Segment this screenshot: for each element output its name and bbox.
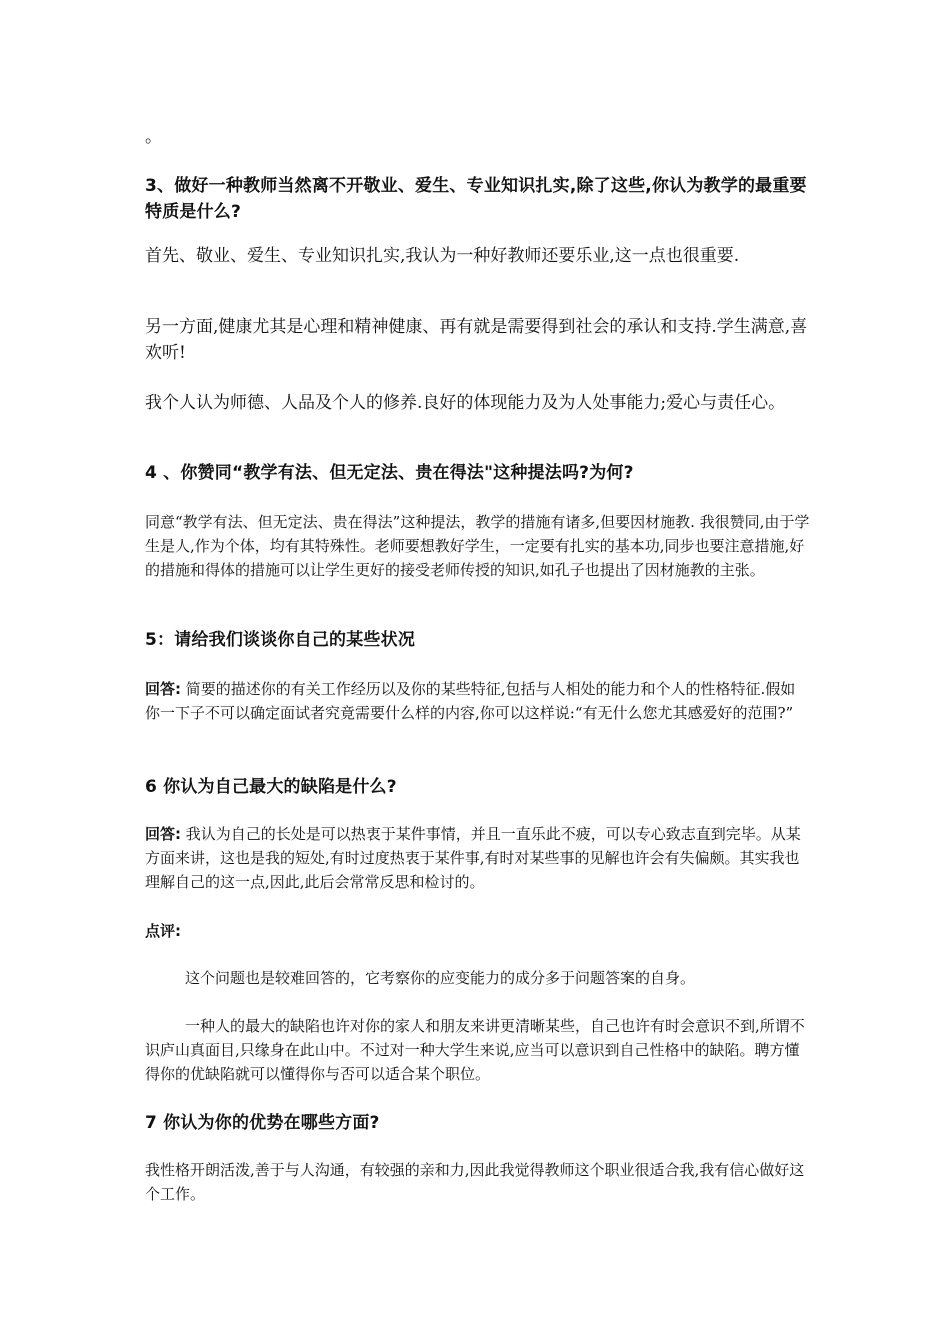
q3-answer-paragraph-3: 我个人认为师德、人品及个人的修养.良好的体现能力及为人处事能力;爱心与责任心。: [145, 393, 786, 413]
q6-answer-text: 我认为自己的长处是可以热衷于某件事情，并且一直乐此不疲，可以专心致志直到完毕。从某方面来讲，这也是我的短处,有时过度热衷于某件事,有时对某些事的见解也许会有失偏颇。其实我也理解自己的这一点,因此,此后会常常反思和检讨的。: [145, 825, 801, 891]
q6-answer-label: 回答:: [145, 825, 181, 843]
q6-comment-paragraph-2: 一种人的最大的缺陷也许对你的家人和朋友来讲更清晰某些，自己也许有时会意识不到,所谓不识庐山真面目,只缘身在此山中。不过对一种大学生来说,应当可以意识到自己性格中的缺陷。聘方懂得你的优缺陷就可以懂得你与否可以适合某个职位。: [145, 1017, 805, 1083]
leading-period: 。: [145, 127, 162, 147]
q5-answer-label: 回答:: [145, 680, 181, 698]
q7-answer: 我性格开朗活泼,善于与人沟通，有较强的亲和力,因此我觉得教师这个职业很适合我,我有信心做好这个工作。: [145, 1161, 805, 1203]
q5-answer: [145, 677, 810, 725]
q6-answer: [145, 822, 810, 894]
question-7-heading: 7 你认为你的优势在哪些方面?: [145, 1113, 380, 1133]
q4-answer: 同意“教学有法、但无定法、贵在得法”这种提法，教学的措施有诸多,但要因材施教. 我很赞同,由于学生是人,作为个体，均有其特殊性。老师要想教好学生，一定要有扎实的基本功,同步也要注意措施,好的措施和得体的措施可以让学生更好的接受老师传授的知识,如孔子也提出了因材施教的主张。: [145, 513, 810, 579]
question-3-heading: 3、做好一种教师当然离不开敬业、爱生、专业知识扎实,除了这些,你认为教学的最重要特质是什么?: [145, 176, 807, 222]
question-5-heading: 5：请给我们谈谈你自己的某些状况: [145, 630, 416, 650]
question-6-heading: 6 你认为自己最大的缺陷是什么?: [145, 777, 397, 797]
q5-answer-text: 简要的描述你的有关工作经历以及你的某些特征,包括与人相处的能力和个人的性格特征.假如你一下子不可以确定面试者究竟需要什么样的内容,你可以这样说:“有无什么您尤其感爱好的范围?”: [145, 680, 796, 722]
q6-comment-paragraph-1: 这个问题也是较难回答的，它考察你的应变能力的成分多于问题答案的自身。: [185, 969, 696, 987]
question-4-heading: 4 、你赞同“教学有法、但无定法、贵在得法"这种提法吗?为何?: [145, 463, 634, 483]
q3-answer-paragraph-1: 首先、敬业、爱生、专业知识扎实,我认为一种好教师还要乐业,这一点也很重要.: [145, 246, 740, 266]
q3-answer-paragraph-2: 另一方面,健康尤其是心理和精神健康、再有就是需要得到社会的承认和支持.学生满意,喜欢听!: [145, 317, 808, 363]
q6-comment-label: 点评:: [145, 922, 181, 940]
